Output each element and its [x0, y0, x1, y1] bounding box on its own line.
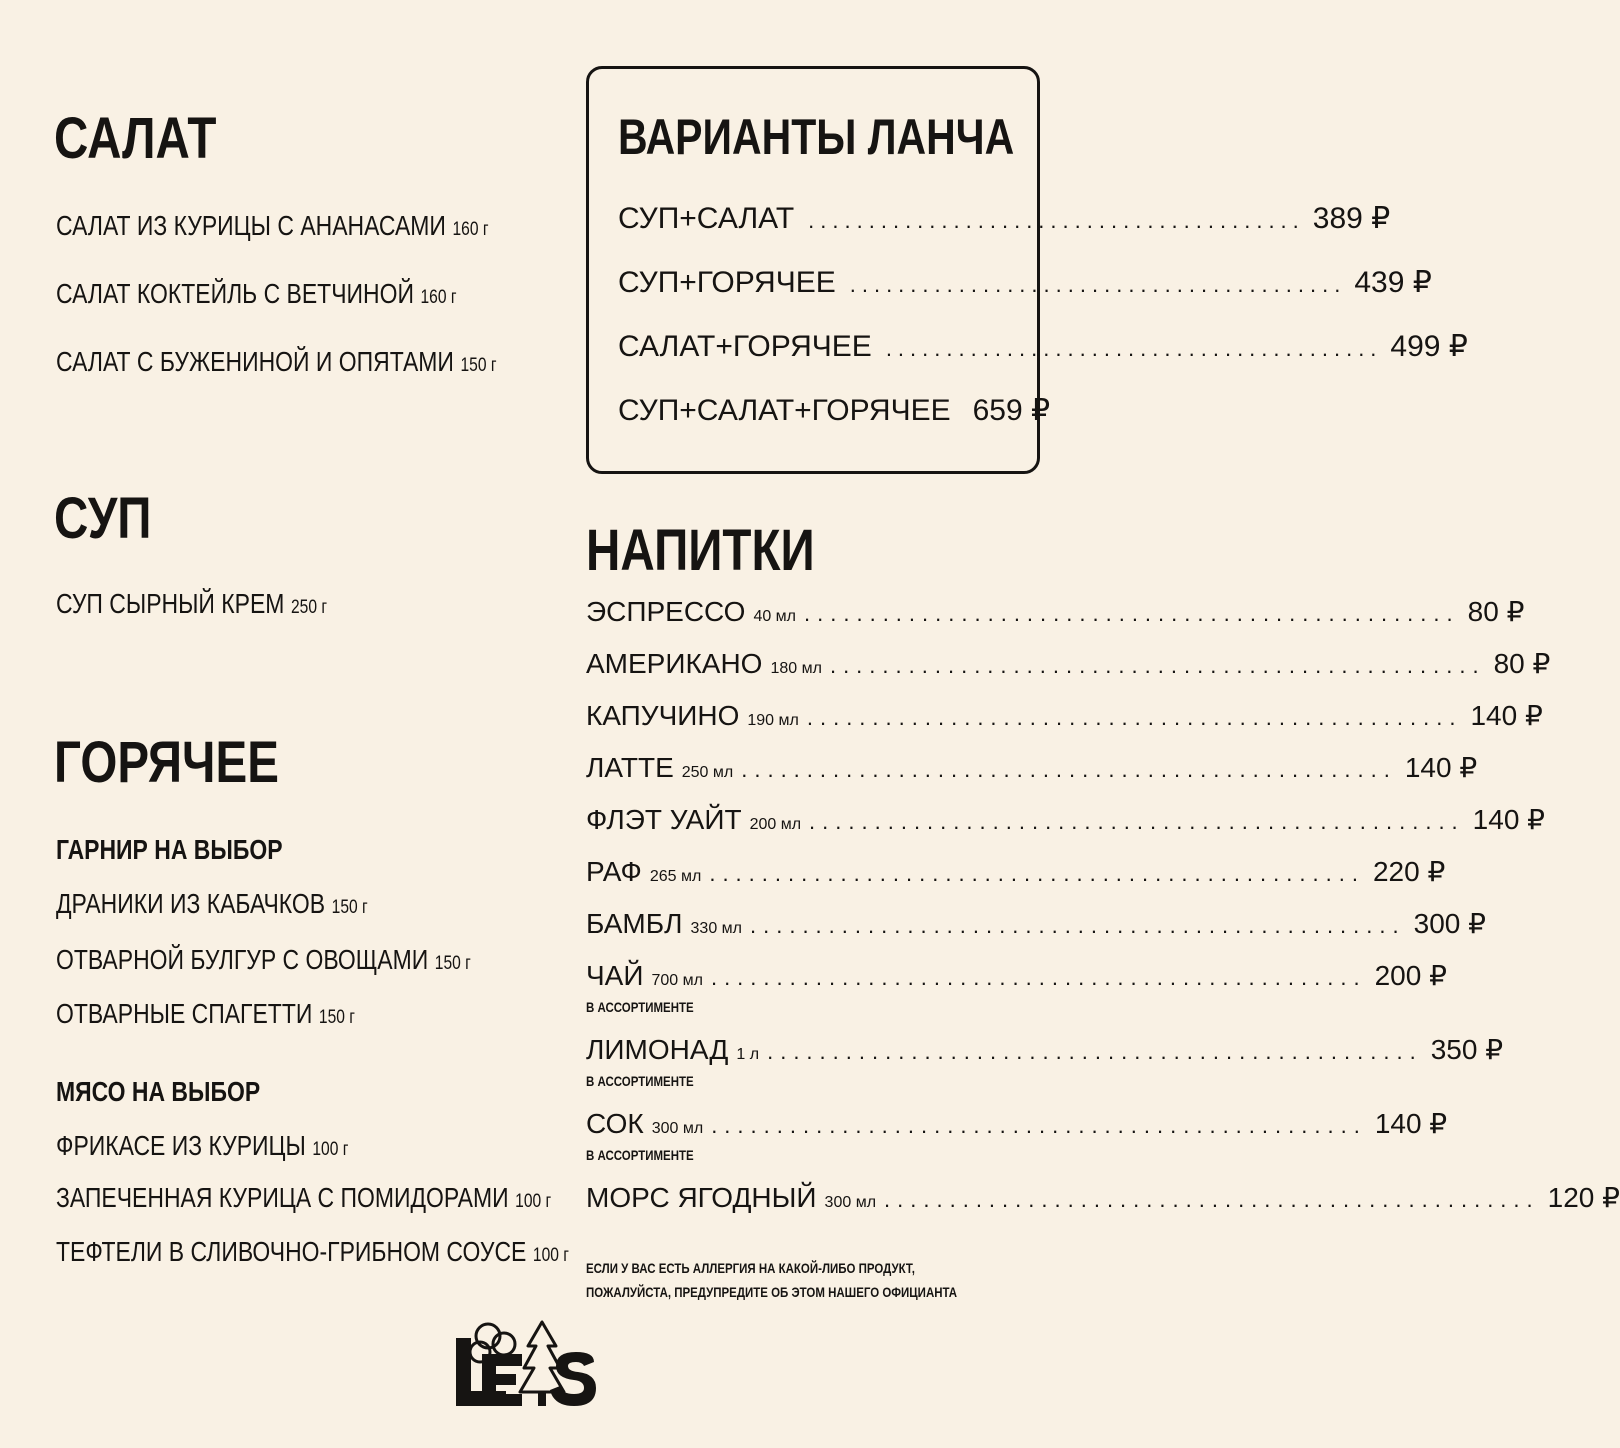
lunch-option-name: СУП+ГОРЯЧЕЕ — [618, 266, 836, 299]
drink-row: ЧАЙ 700 мл .................................................. 200 ₽ — [586, 960, 1447, 991]
lunch-option-price: 389 ₽ — [1312, 202, 1391, 235]
menu-item: СУП СЫРНЫЙ КРЕМ 250 г — [56, 588, 328, 619]
hot-title: ГОРЯЧЕЕ — [54, 730, 279, 795]
lunch-option — [618, 202, 1391, 235]
menu-item: ТЕФТЕЛИ В СЛИВОЧНО-ГРИБНОМ СОУСЕ 100 г — [56, 1236, 569, 1267]
drink-row: ЛИМОНАД 1 л .................................................. 350 ₽ — [586, 1034, 1504, 1065]
drink-row: РАФ 265 мл .................................................. 220 ₽ — [586, 856, 1446, 887]
lunch-option — [618, 266, 1432, 299]
salad-title: САЛАТ — [54, 106, 217, 171]
drink-note: В АССОРТИМЕНТЕ — [586, 999, 694, 1015]
drink-row: ЛАТТЕ 250 мл .................................................. 140 ₽ — [586, 752, 1478, 783]
drink-row: АМЕРИКАНО 180 мл .................................................. 80 ₽ — [586, 648, 1551, 679]
lunch-option-name: СУП+САЛАТ+ГОРЯЧЕЕ — [618, 394, 951, 427]
lunch-title: ВАРИАНТЫ ЛАНЧА — [618, 109, 1015, 165]
menu-item: ОТВАРНОЙ БУЛГУР С ОВОЩАМИ 150 г — [56, 944, 471, 975]
lunch-option-price: 499 ₽ — [1390, 330, 1468, 363]
menu-item: ОТВАРНЫЕ СПАГЕТТИ 150 г — [56, 998, 355, 1029]
lunch-option-name: СУП+САЛАТ — [618, 202, 795, 235]
drink-row: ФЛЭТ УАЙТ 200 мл .................................................. 140 ₽ — [586, 804, 1545, 835]
dot-leader: ......................................... — [849, 272, 1347, 297]
drink-row: БАМБЛ 330 мл .................................................. 300 ₽ — [586, 908, 1486, 939]
menu-item: САЛАТ ИЗ КУРИЦЫ С АНАНАСАМИ 160 г — [56, 210, 489, 241]
soup-title: СУП — [54, 486, 152, 551]
lunch-option — [618, 394, 1051, 427]
tree-logo-icon — [452, 1318, 598, 1410]
drink-row: СОК 300 мл .................................................. 140 ₽ — [586, 1108, 1448, 1139]
drinks-title: НАПИТКИ — [586, 518, 815, 583]
lunch-option-price: 439 ₽ — [1354, 266, 1432, 299]
drink-note: В АССОРТИМЕНТЕ — [586, 1073, 694, 1089]
menu-item: ЗАПЕЧЕННАЯ КУРИЦА С ПОМИДОРАМИ 100 г — [56, 1182, 552, 1213]
dot-leader: ......................................... — [885, 336, 1383, 361]
lunch-option-price: 659 ₽ — [972, 394, 1051, 427]
drink-row: МОРС ЯГОДНЫЙ 300 мл .................................................. 120 ₽ — [586, 1182, 1620, 1213]
menu-item: САЛАТ С БУЖЕНИНОЙ И ОПЯТАМИ 150 г — [56, 346, 497, 377]
menu-item: ФРИКАСЕ ИЗ КУРИЦЫ 100 г — [56, 1130, 349, 1161]
lunch-option — [618, 330, 1468, 363]
dot-leader: ......................................... — [808, 208, 1305, 233]
drink-note: В АССОРТИМЕНТЕ — [586, 1147, 694, 1163]
menu-item: ДРАНИКИ ИЗ КАБАЧКОВ 150 г — [56, 888, 368, 919]
garnish-subtitle: ГАРНИР НА ВЫБОР — [56, 834, 283, 865]
les-logo — [452, 1318, 598, 1410]
drink-row: КАПУЧИНО 190 мл .................................................. 140 ₽ — [586, 700, 1543, 731]
lunch-option-name: САЛАТ+ГОРЯЧЕЕ — [618, 330, 872, 363]
menu-item: САЛАТ КОКТЕЙЛЬ С ВЕТЧИНОЙ 160 г — [56, 278, 457, 309]
meat-subtitle: МЯСО НА ВЫБОР — [56, 1076, 261, 1107]
drink-row: ЭСПРЕССО 40 мл .................................................. 80 ₽ — [586, 596, 1525, 627]
allergy-notice: ЕСЛИ У ВАС ЕСТЬ АЛЛЕРГИЯ НА КАКОЙ-ЛИБО ПРОДУКТ, ПОЖАЛУЙСТА, ПРЕДУПРЕДИТЕ ОБ ЭТОМ НАШЕГО ОФИЦИАНТА — [586, 1260, 958, 1300]
